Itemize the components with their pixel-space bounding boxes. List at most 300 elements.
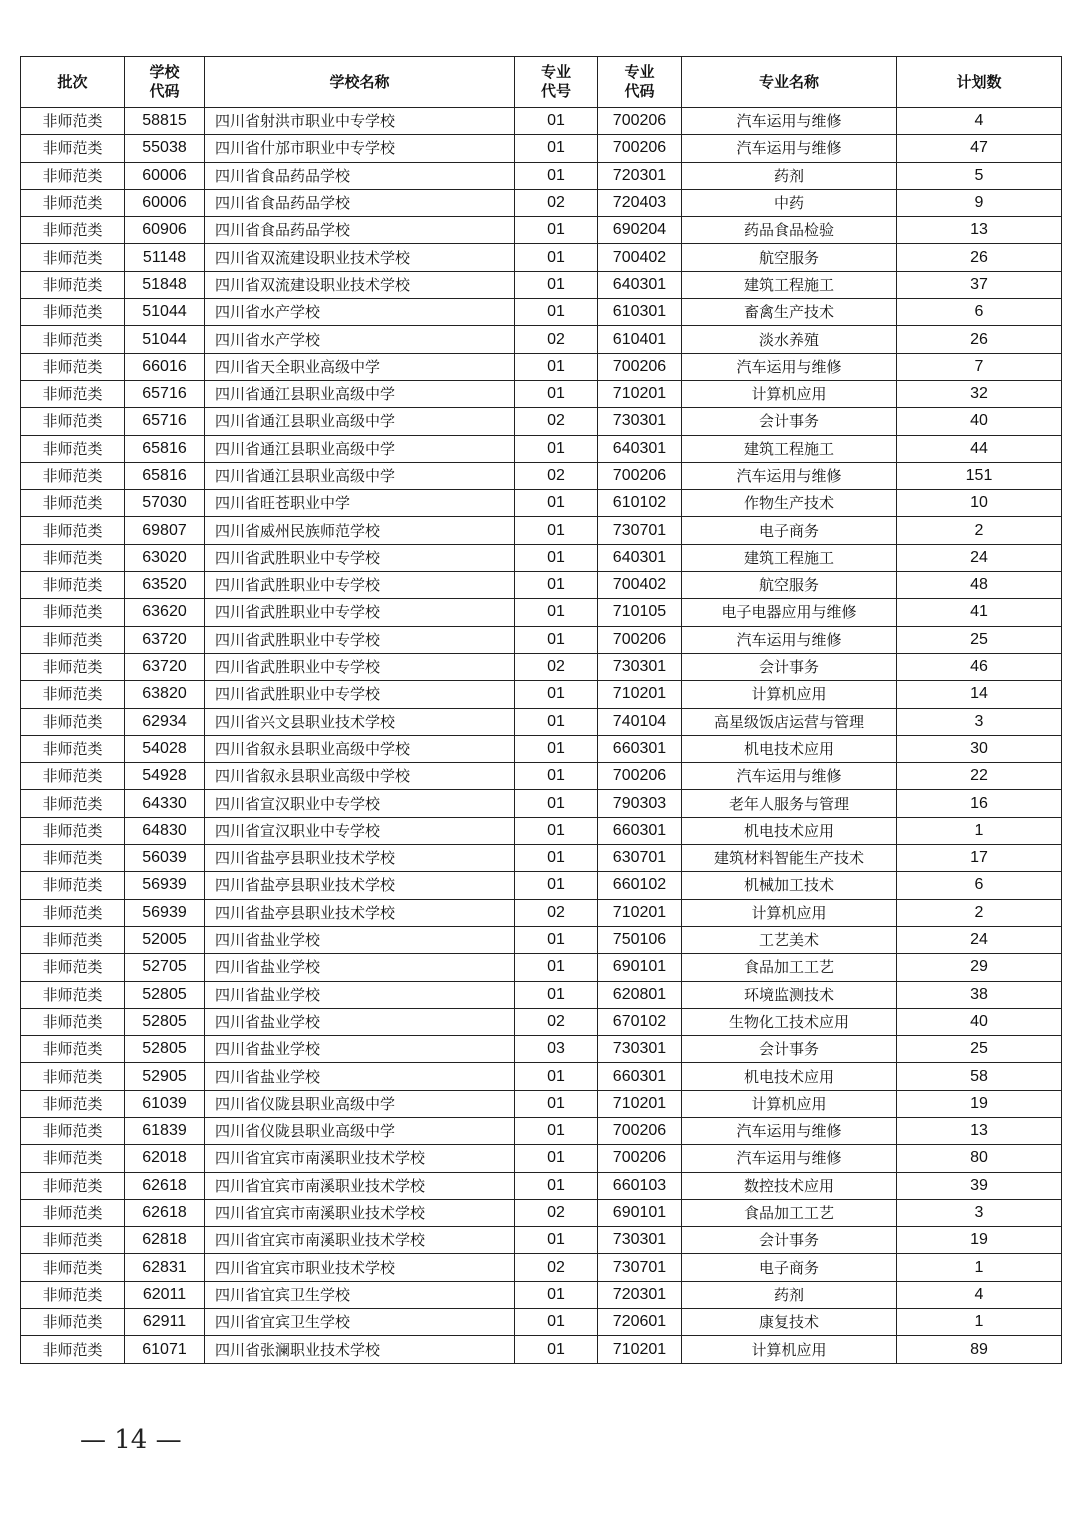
cell-major-code: 640301: [598, 435, 682, 462]
table-row: [21, 1336, 1062, 1363]
table-row: [21, 899, 1062, 926]
cell-batch: 非师范类: [21, 1227, 125, 1254]
cell-plan-count: 40: [897, 408, 1062, 435]
cell-batch: 非师范类: [21, 1008, 125, 1035]
page-number: — 14 —: [80, 1425, 182, 1455]
cell-school-code: 60006: [125, 162, 205, 189]
cell-major-name: 电子商务: [682, 1254, 897, 1281]
cell-major-code: 700206: [598, 462, 682, 489]
table-row: [21, 1281, 1062, 1308]
cell-plan-count: 25: [897, 1036, 1062, 1063]
cell-batch: 非师范类: [21, 599, 125, 626]
cell-batch: 非师范类: [21, 1090, 125, 1117]
cell-major-name: 食品加工工艺: [682, 1199, 897, 1226]
cell-school-name: 四川省宜宾市职业技术学校: [205, 1254, 515, 1281]
cell-school-name: 四川省什邡市职业中专学校: [205, 135, 515, 162]
cell-school-name: 四川省仪陇县职业高级中学: [205, 1117, 515, 1144]
cell-plan-count: 89: [897, 1336, 1062, 1363]
cell-school-code: 62831: [125, 1254, 205, 1281]
cell-batch: 非师范类: [21, 108, 125, 135]
header-plan-count: 计划数: [897, 57, 1062, 108]
cell-major-seq: 01: [515, 845, 598, 872]
table-row: [21, 408, 1062, 435]
cell-school-code: 62934: [125, 708, 205, 735]
cell-major-name: 工艺美术: [682, 926, 897, 953]
cell-batch: 非师范类: [21, 544, 125, 571]
cell-school-name: 四川省宜宾卫生学校: [205, 1281, 515, 1308]
cell-major-code: 700206: [598, 1145, 682, 1172]
cell-major-name: 作物生产技术: [682, 490, 897, 517]
cell-school-name: 四川省盐亭县职业技术学校: [205, 899, 515, 926]
cell-plan-count: 2: [897, 899, 1062, 926]
cell-major-code: 730301: [598, 653, 682, 680]
cell-major-code: 720601: [598, 1309, 682, 1336]
cell-major-name: 会计事务: [682, 408, 897, 435]
header-row: [21, 57, 1062, 108]
cell-major-seq: 01: [515, 271, 598, 298]
table-row: [21, 926, 1062, 953]
cell-school-code: 54928: [125, 763, 205, 790]
cell-major-code: 730301: [598, 408, 682, 435]
cell-major-code: 690204: [598, 217, 682, 244]
cell-major-name: 数控技术应用: [682, 1172, 897, 1199]
cell-school-code: 58815: [125, 108, 205, 135]
cell-major-code: 730701: [598, 1254, 682, 1281]
table-row: [21, 954, 1062, 981]
cell-major-name: 电子商务: [682, 517, 897, 544]
cell-major-name: 药剂: [682, 1281, 897, 1308]
cell-major-seq: 02: [515, 1254, 598, 1281]
cell-school-name: 四川省水产学校: [205, 299, 515, 326]
cell-major-seq: 01: [515, 544, 598, 571]
cell-school-name: 四川省威州民族师范学校: [205, 517, 515, 544]
table-row: [21, 763, 1062, 790]
cell-plan-count: 46: [897, 653, 1062, 680]
enrollment-plan-table: [20, 56, 1062, 1364]
cell-plan-count: 24: [897, 544, 1062, 571]
cell-batch: 非师范类: [21, 1063, 125, 1090]
cell-major-seq: 01: [515, 353, 598, 380]
table-row: [21, 135, 1062, 162]
cell-major-name: 机电技术应用: [682, 817, 897, 844]
cell-batch: 非师范类: [21, 326, 125, 353]
cell-school-name: 四川省武胜职业中专学校: [205, 626, 515, 653]
cell-school-code: 66016: [125, 353, 205, 380]
cell-plan-count: 39: [897, 1172, 1062, 1199]
cell-major-code: 700206: [598, 353, 682, 380]
cell-major-code: 750106: [598, 926, 682, 953]
cell-major-seq: 01: [515, 763, 598, 790]
cell-school-name: 四川省宜宾市南溪职业技术学校: [205, 1172, 515, 1199]
cell-major-seq: 01: [515, 380, 598, 407]
cell-batch: 非师范类: [21, 1117, 125, 1144]
cell-major-seq: 01: [515, 435, 598, 462]
cell-major-name: 汽车运用与维修: [682, 353, 897, 380]
cell-major-code: 640301: [598, 271, 682, 298]
cell-major-seq: 01: [515, 1309, 598, 1336]
cell-major-seq: 01: [515, 872, 598, 899]
cell-major-name: 康复技术: [682, 1309, 897, 1336]
cell-major-seq: 01: [515, 1145, 598, 1172]
cell-batch: 非师范类: [21, 626, 125, 653]
cell-major-code: 700402: [598, 244, 682, 271]
cell-school-name: 四川省张澜职业技术学校: [205, 1336, 515, 1363]
table-row: [21, 735, 1062, 762]
cell-major-code: 660103: [598, 1172, 682, 1199]
cell-major-name: 计算机应用: [682, 380, 897, 407]
table-row: [21, 599, 1062, 626]
cell-plan-count: 9: [897, 189, 1062, 216]
cell-plan-count: 26: [897, 326, 1062, 353]
header-major-code: 专业 代码: [598, 57, 682, 108]
cell-batch: 非师范类: [21, 244, 125, 271]
cell-major-code: 640301: [598, 544, 682, 571]
cell-school-name: 四川省武胜职业中专学校: [205, 653, 515, 680]
cell-batch: 非师范类: [21, 189, 125, 216]
cell-plan-count: 13: [897, 1117, 1062, 1144]
cell-major-code: 720301: [598, 162, 682, 189]
cell-major-name: 会计事务: [682, 653, 897, 680]
table-row: [21, 326, 1062, 353]
cell-batch: 非师范类: [21, 517, 125, 544]
cell-plan-count: 80: [897, 1145, 1062, 1172]
cell-major-seq: 01: [515, 217, 598, 244]
cell-batch: 非师范类: [21, 353, 125, 380]
cell-school-name: 四川省宜宾卫生学校: [205, 1309, 515, 1336]
cell-school-name: 四川省宣汉职业中专学校: [205, 790, 515, 817]
cell-plan-count: 30: [897, 735, 1062, 762]
cell-school-name: 四川省盐业学校: [205, 1063, 515, 1090]
cell-batch: 非师范类: [21, 135, 125, 162]
table-row: [21, 1063, 1062, 1090]
cell-school-code: 61839: [125, 1117, 205, 1144]
cell-batch: 非师范类: [21, 1254, 125, 1281]
cell-major-code: 660301: [598, 735, 682, 762]
cell-batch: 非师范类: [21, 1036, 125, 1063]
table-row: [21, 299, 1062, 326]
table-header: [21, 57, 1062, 108]
cell-plan-count: 58: [897, 1063, 1062, 1090]
header-school-code: 学校 代码: [125, 57, 205, 108]
cell-major-seq: 02: [515, 1199, 598, 1226]
cell-major-seq: 01: [515, 790, 598, 817]
cell-school-name: 四川省叙永县职业高级中学校: [205, 735, 515, 762]
cell-school-code: 64330: [125, 790, 205, 817]
cell-major-name: 会计事务: [682, 1036, 897, 1063]
cell-major-code: 700206: [598, 626, 682, 653]
table-row: [21, 845, 1062, 872]
cell-school-name: 四川省通江县职业高级中学: [205, 380, 515, 407]
cell-school-code: 52805: [125, 1036, 205, 1063]
cell-plan-count: 10: [897, 490, 1062, 517]
table-row: [21, 1172, 1062, 1199]
cell-major-name: 生物化工技术应用: [682, 1008, 897, 1035]
cell-school-name: 四川省武胜职业中专学校: [205, 681, 515, 708]
cell-major-seq: 01: [515, 517, 598, 544]
cell-major-seq: 02: [515, 462, 598, 489]
table-row: [21, 217, 1062, 244]
cell-major-name: 汽车运用与维修: [682, 108, 897, 135]
cell-batch: 非师范类: [21, 435, 125, 462]
cell-major-code: 690101: [598, 1199, 682, 1226]
cell-plan-count: 151: [897, 462, 1062, 489]
cell-school-code: 62618: [125, 1199, 205, 1226]
cell-plan-count: 6: [897, 872, 1062, 899]
cell-batch: 非师范类: [21, 299, 125, 326]
cell-major-seq: 01: [515, 735, 598, 762]
cell-batch: 非师范类: [21, 817, 125, 844]
cell-batch: 非师范类: [21, 1145, 125, 1172]
cell-major-code: 740104: [598, 708, 682, 735]
cell-major-seq: 01: [515, 1172, 598, 1199]
cell-major-code: 720403: [598, 189, 682, 216]
cell-major-seq: 02: [515, 408, 598, 435]
table-body: [21, 108, 1062, 1364]
cell-school-code: 56939: [125, 872, 205, 899]
table-row: [21, 790, 1062, 817]
cell-major-name: 药剂: [682, 162, 897, 189]
cell-major-seq: 02: [515, 189, 598, 216]
table-row: [21, 189, 1062, 216]
table-row: [21, 490, 1062, 517]
cell-school-name: 四川省盐业学校: [205, 1008, 515, 1035]
cell-school-code: 61071: [125, 1336, 205, 1363]
cell-major-code: 710201: [598, 380, 682, 407]
cell-plan-count: 38: [897, 981, 1062, 1008]
cell-major-code: 690101: [598, 954, 682, 981]
cell-school-code: 69807: [125, 517, 205, 544]
table-row: [21, 708, 1062, 735]
cell-major-code: 630701: [598, 845, 682, 872]
table-row: [21, 108, 1062, 135]
cell-batch: 非师范类: [21, 681, 125, 708]
cell-major-seq: 01: [515, 299, 598, 326]
cell-major-code: 700206: [598, 763, 682, 790]
cell-major-name: 汽车运用与维修: [682, 135, 897, 162]
cell-batch: 非师范类: [21, 1336, 125, 1363]
cell-school-code: 63720: [125, 626, 205, 653]
table-row: [21, 981, 1062, 1008]
cell-major-code: 610401: [598, 326, 682, 353]
cell-school-code: 64830: [125, 817, 205, 844]
cell-major-seq: 01: [515, 1063, 598, 1090]
cell-batch: 非师范类: [21, 217, 125, 244]
cell-plan-count: 3: [897, 708, 1062, 735]
cell-major-name: 电子电器应用与维修: [682, 599, 897, 626]
cell-major-seq: 01: [515, 244, 598, 271]
cell-major-name: 淡水养殖: [682, 326, 897, 353]
cell-school-code: 54028: [125, 735, 205, 762]
cell-major-name: 航空服务: [682, 572, 897, 599]
cell-major-seq: 01: [515, 954, 598, 981]
table-row: [21, 1145, 1062, 1172]
cell-major-name: 汽车运用与维修: [682, 763, 897, 790]
table-row: [21, 271, 1062, 298]
cell-school-name: 四川省武胜职业中专学校: [205, 599, 515, 626]
cell-major-name: 食品加工工艺: [682, 954, 897, 981]
cell-plan-count: 16: [897, 790, 1062, 817]
cell-major-seq: 01: [515, 162, 598, 189]
cell-batch: 非师范类: [21, 162, 125, 189]
cell-school-code: 52905: [125, 1063, 205, 1090]
cell-major-seq: 02: [515, 653, 598, 680]
cell-school-code: 52705: [125, 954, 205, 981]
cell-major-seq: 01: [515, 626, 598, 653]
cell-batch: 非师范类: [21, 872, 125, 899]
cell-school-code: 52005: [125, 926, 205, 953]
cell-batch: 非师范类: [21, 735, 125, 762]
cell-major-name: 计算机应用: [682, 1090, 897, 1117]
table-row: [21, 353, 1062, 380]
cell-school-name: 四川省食品药品学校: [205, 162, 515, 189]
cell-major-code: 660102: [598, 872, 682, 899]
cell-batch: 非师范类: [21, 790, 125, 817]
cell-major-name: 汽车运用与维修: [682, 626, 897, 653]
cell-major-seq: 01: [515, 981, 598, 1008]
cell-major-code: 730701: [598, 517, 682, 544]
cell-major-name: 中药: [682, 189, 897, 216]
cell-major-seq: 01: [515, 1117, 598, 1144]
cell-major-code: 710201: [598, 899, 682, 926]
table-row: [21, 1254, 1062, 1281]
cell-school-name: 四川省盐亭县职业技术学校: [205, 872, 515, 899]
cell-major-code: 710201: [598, 1336, 682, 1363]
cell-batch: 非师范类: [21, 981, 125, 1008]
cell-school-code: 62818: [125, 1227, 205, 1254]
table-row: [21, 1227, 1062, 1254]
cell-school-name: 四川省盐业学校: [205, 981, 515, 1008]
cell-batch: 非师范类: [21, 708, 125, 735]
cell-plan-count: 25: [897, 626, 1062, 653]
table-row: [21, 817, 1062, 844]
cell-major-code: 710201: [598, 681, 682, 708]
cell-major-code: 700206: [598, 1117, 682, 1144]
cell-school-code: 63820: [125, 681, 205, 708]
cell-plan-count: 14: [897, 681, 1062, 708]
cell-plan-count: 1: [897, 817, 1062, 844]
cell-batch: 非师范类: [21, 926, 125, 953]
cell-major-name: 航空服务: [682, 244, 897, 271]
cell-plan-count: 47: [897, 135, 1062, 162]
header-major-name: 专业名称: [682, 57, 897, 108]
cell-major-code: 700206: [598, 135, 682, 162]
cell-batch: 非师范类: [21, 763, 125, 790]
cell-school-name: 四川省宜宾市南溪职业技术学校: [205, 1145, 515, 1172]
cell-major-seq: 01: [515, 108, 598, 135]
cell-major-seq: 01: [515, 490, 598, 517]
cell-batch: 非师范类: [21, 572, 125, 599]
cell-school-code: 51148: [125, 244, 205, 271]
cell-school-name: 四川省兴文县职业技术学校: [205, 708, 515, 735]
cell-major-code: 620801: [598, 981, 682, 1008]
cell-school-code: 52805: [125, 1008, 205, 1035]
cell-major-code: 700206: [598, 108, 682, 135]
cell-major-code: 710201: [598, 1090, 682, 1117]
cell-school-code: 57030: [125, 490, 205, 517]
cell-plan-count: 4: [897, 1281, 1062, 1308]
table-row: [21, 462, 1062, 489]
cell-school-code: 63720: [125, 653, 205, 680]
table-row: [21, 626, 1062, 653]
cell-major-code: 660301: [598, 1063, 682, 1090]
cell-major-seq: 01: [515, 1090, 598, 1117]
cell-batch: 非师范类: [21, 380, 125, 407]
cell-plan-count: 17: [897, 845, 1062, 872]
cell-major-seq: 01: [515, 599, 598, 626]
cell-school-code: 61039: [125, 1090, 205, 1117]
cell-school-code: 63620: [125, 599, 205, 626]
table-row: [21, 380, 1062, 407]
cell-plan-count: 26: [897, 244, 1062, 271]
cell-plan-count: 4: [897, 108, 1062, 135]
cell-school-name: 四川省旺苍职业中学: [205, 490, 515, 517]
cell-batch: 非师范类: [21, 462, 125, 489]
header-major-seq: 专业 代号: [515, 57, 598, 108]
cell-school-name: 四川省盐亭县职业技术学校: [205, 845, 515, 872]
cell-major-seq: 01: [515, 681, 598, 708]
cell-major-name: 畜禽生产技术: [682, 299, 897, 326]
cell-major-code: 730301: [598, 1036, 682, 1063]
cell-major-seq: 01: [515, 926, 598, 953]
cell-school-code: 60906: [125, 217, 205, 244]
cell-plan-count: 24: [897, 926, 1062, 953]
cell-plan-count: 5: [897, 162, 1062, 189]
cell-school-code: 65716: [125, 380, 205, 407]
cell-plan-count: 40: [897, 1008, 1062, 1035]
table-row: [21, 162, 1062, 189]
cell-major-seq: 01: [515, 1336, 598, 1363]
table-row: [21, 517, 1062, 544]
cell-plan-count: 3: [897, 1199, 1062, 1226]
cell-major-code: 710105: [598, 599, 682, 626]
cell-plan-count: 32: [897, 380, 1062, 407]
table-row: [21, 1090, 1062, 1117]
cell-major-seq: 02: [515, 326, 598, 353]
cell-school-name: 四川省通江县职业高级中学: [205, 462, 515, 489]
cell-major-name: 汽车运用与维修: [682, 462, 897, 489]
cell-plan-count: 44: [897, 435, 1062, 462]
cell-major-code: 610102: [598, 490, 682, 517]
cell-school-name: 四川省盐业学校: [205, 954, 515, 981]
cell-school-name: 四川省宜宾市南溪职业技术学校: [205, 1199, 515, 1226]
cell-batch: 非师范类: [21, 1281, 125, 1308]
cell-school-code: 62011: [125, 1281, 205, 1308]
cell-school-code: 56939: [125, 899, 205, 926]
table-row: [21, 244, 1062, 271]
cell-major-code: 730301: [598, 1227, 682, 1254]
cell-major-seq: 01: [515, 1281, 598, 1308]
cell-school-code: 62911: [125, 1309, 205, 1336]
cell-school-name: 四川省仪陇县职业高级中学: [205, 1090, 515, 1117]
cell-major-seq: 01: [515, 135, 598, 162]
cell-batch: 非师范类: [21, 845, 125, 872]
cell-plan-count: 13: [897, 217, 1062, 244]
cell-plan-count: 2: [897, 517, 1062, 544]
cell-major-name: 环境监测技术: [682, 981, 897, 1008]
cell-plan-count: 48: [897, 572, 1062, 599]
cell-major-seq: 02: [515, 1008, 598, 1035]
cell-major-name: 计算机应用: [682, 899, 897, 926]
cell-major-code: 720301: [598, 1281, 682, 1308]
cell-school-name: 四川省武胜职业中专学校: [205, 572, 515, 599]
cell-major-name: 会计事务: [682, 1227, 897, 1254]
header-batch: 批次: [21, 57, 125, 108]
cell-school-name: 四川省通江县职业高级中学: [205, 435, 515, 462]
cell-major-name: 药品食品检验: [682, 217, 897, 244]
cell-school-code: 52805: [125, 981, 205, 1008]
cell-school-name: 四川省宜宾市南溪职业技术学校: [205, 1227, 515, 1254]
cell-school-code: 63520: [125, 572, 205, 599]
